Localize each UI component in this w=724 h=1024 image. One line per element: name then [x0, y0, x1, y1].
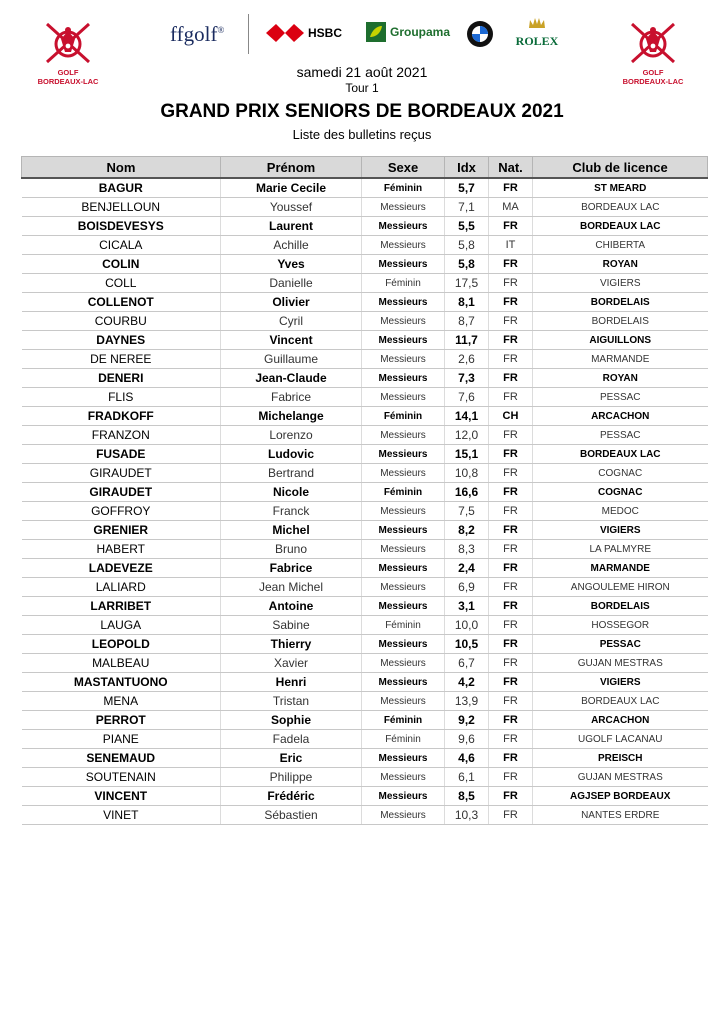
table-row: [22, 312, 708, 331]
table-row: [22, 483, 708, 502]
cell-nat: FR: [489, 255, 533, 274]
cell-idx: 9,2: [445, 711, 489, 730]
sponsor-divider: [248, 14, 249, 54]
cell-nom: SOUTENAIN: [22, 768, 221, 787]
golf-club-emblem-icon: [33, 22, 103, 68]
cell-nom: BAGUR: [22, 178, 221, 198]
column-header-idx: Idx: [445, 157, 489, 179]
cell-nat: FR: [489, 692, 533, 711]
cell-idx: 8,3: [445, 540, 489, 559]
cell-nom: FRANZON: [22, 426, 221, 445]
event-date: samedi 21 août 2021: [296, 64, 428, 80]
cell-club: COGNAC: [533, 483, 708, 502]
cell-nat: FR: [489, 293, 533, 312]
table-row: [22, 293, 708, 312]
cell-nom: COLIN: [22, 255, 221, 274]
table-header-row: [22, 157, 708, 179]
cell-idx: 15,1: [445, 445, 489, 464]
cell-prenom: Eric: [221, 749, 362, 768]
cell-sexe: Messieurs: [362, 597, 445, 616]
cell-prenom: Bertrand: [221, 464, 362, 483]
column-header-club: Club de licence: [533, 157, 708, 179]
cell-nom: BOISDEVESYS: [22, 217, 221, 236]
cell-club: ARCACHON: [533, 711, 708, 730]
cell-idx: 3,1: [445, 597, 489, 616]
cell-nat: FR: [489, 274, 533, 293]
cell-prenom: Sophie: [221, 711, 362, 730]
cell-club: AIGUILLONS: [533, 331, 708, 350]
cell-sexe: Messieurs: [362, 540, 445, 559]
cell-idx: 5,5: [445, 217, 489, 236]
cell-prenom: Lorenzo: [221, 426, 362, 445]
table-row: [22, 730, 708, 749]
cell-idx: 2,6: [445, 350, 489, 369]
cell-nat: FR: [489, 730, 533, 749]
cell-prenom: Sébastien: [221, 806, 362, 825]
cell-nat: FR: [489, 312, 533, 331]
cell-prenom: Henri: [221, 673, 362, 692]
cell-idx: 10,3: [445, 806, 489, 825]
cell-nat: CH: [489, 407, 533, 426]
cell-nom: GOFFROY: [22, 502, 221, 521]
column-header-sexe: Sexe: [362, 157, 445, 179]
cell-nom: CICALA: [22, 236, 221, 255]
cell-club: PESSAC: [533, 388, 708, 407]
cell-nom: DENERI: [22, 369, 221, 388]
table-row: [22, 445, 708, 464]
cell-sexe: Messieurs: [362, 749, 445, 768]
cell-nat: FR: [489, 787, 533, 806]
cell-sexe: Messieurs: [362, 236, 445, 255]
cell-club: GUJAN MESTRAS: [533, 654, 708, 673]
cell-idx: 4,2: [445, 673, 489, 692]
cell-nom: FUSADE: [22, 445, 221, 464]
cell-club: ARCACHON: [533, 407, 708, 426]
cell-club: PREISCH: [533, 749, 708, 768]
cell-nom: DE NEREE: [22, 350, 221, 369]
cell-nom: LADEVEZE: [22, 559, 221, 578]
table-row: [22, 711, 708, 730]
cell-nom: LAUGA: [22, 616, 221, 635]
cell-club: BORDEAUX LAC: [533, 692, 708, 711]
cell-club: ST MEARD: [533, 178, 708, 198]
cell-prenom: Vincent: [221, 331, 362, 350]
cell-nom: COLLENOT: [22, 293, 221, 312]
cell-idx: 13,9: [445, 692, 489, 711]
table-row: [22, 274, 708, 293]
cell-club: BORDEAUX LAC: [533, 198, 708, 217]
cell-club: BORDELAIS: [533, 312, 708, 331]
cell-idx: 5,8: [445, 255, 489, 274]
table-row: [22, 464, 708, 483]
cell-nat: FR: [489, 178, 533, 198]
cell-idx: 7,5: [445, 502, 489, 521]
cell-idx: 7,3: [445, 369, 489, 388]
cell-nom: MALBEAU: [22, 654, 221, 673]
cell-sexe: Messieurs: [362, 369, 445, 388]
cell-prenom: Jean-Claude: [221, 369, 362, 388]
cell-prenom: Olivier: [221, 293, 362, 312]
table-row: [22, 749, 708, 768]
table-row: [22, 521, 708, 540]
cell-idx: 12,0: [445, 426, 489, 445]
ffgolf-logo: [170, 22, 224, 47]
cell-prenom: Laurent: [221, 217, 362, 236]
event-round: Tour 1: [345, 81, 379, 95]
table-row: [22, 692, 708, 711]
table-row: [22, 198, 708, 217]
cell-nat: FR: [489, 331, 533, 350]
cell-nat: FR: [489, 445, 533, 464]
cell-sexe: Messieurs: [362, 388, 445, 407]
cell-club: HOSSEGOR: [533, 616, 708, 635]
cell-idx: 2,4: [445, 559, 489, 578]
table-row: [22, 331, 708, 350]
cell-sexe: Messieurs: [362, 350, 445, 369]
cell-nat: FR: [489, 578, 533, 597]
cell-nom: SENEMAUD: [22, 749, 221, 768]
cell-sexe: Messieurs: [362, 559, 445, 578]
cell-sexe: Messieurs: [362, 768, 445, 787]
cell-prenom: Jean Michel: [221, 578, 362, 597]
cell-nat: FR: [489, 616, 533, 635]
cell-sexe: Messieurs: [362, 521, 445, 540]
cell-club: BORDEAUX LAC: [533, 445, 708, 464]
table-body: [22, 178, 708, 825]
cell-idx: 6,7: [445, 654, 489, 673]
table-row: [22, 426, 708, 445]
table-row: [22, 616, 708, 635]
cell-club: PESSAC: [533, 426, 708, 445]
logo-line-club: BORDEAUX-LAC: [622, 77, 684, 86]
cell-prenom: Franck: [221, 502, 362, 521]
table-row: [22, 407, 708, 426]
cell-idx: 14,1: [445, 407, 489, 426]
cell-nat: FR: [489, 635, 533, 654]
groupama-logo: [366, 22, 450, 42]
cell-nat: FR: [489, 521, 533, 540]
cell-prenom: Xavier: [221, 654, 362, 673]
table-row: [22, 559, 708, 578]
groupama-wordmark: Groupama: [390, 25, 451, 39]
cell-nat: FR: [489, 654, 533, 673]
cell-prenom: Achille: [221, 236, 362, 255]
cell-club: GUJAN MESTRAS: [533, 768, 708, 787]
table-row: [22, 654, 708, 673]
cell-sexe: Messieurs: [362, 464, 445, 483]
cell-club: ROYAN: [533, 369, 708, 388]
cell-club: MEDOC: [533, 502, 708, 521]
cell-nom: VINET: [22, 806, 221, 825]
cell-nom: COURBU: [22, 312, 221, 331]
cell-idx: 5,8: [445, 236, 489, 255]
cell-club: MARMANDE: [533, 559, 708, 578]
cell-sexe: Messieurs: [362, 654, 445, 673]
rolex-logo: [512, 16, 562, 49]
cell-sexe: Messieurs: [362, 293, 445, 312]
hsbc-logo: [266, 24, 342, 42]
cell-idx: 5,7: [445, 178, 489, 198]
cell-prenom: Tristan: [221, 692, 362, 711]
cell-nat: FR: [489, 559, 533, 578]
cell-nom: BENJELLOUN: [22, 198, 221, 217]
cell-club: BORDEAUX LAC: [533, 217, 708, 236]
hsbc-hexagon-icon: [266, 24, 304, 42]
cell-idx: 6,9: [445, 578, 489, 597]
table-row: [22, 236, 708, 255]
cell-idx: 8,2: [445, 521, 489, 540]
cell-idx: 6,1: [445, 768, 489, 787]
cell-idx: 8,5: [445, 787, 489, 806]
cell-club: UGOLF LACANAU: [533, 730, 708, 749]
cell-idx: 9,6: [445, 730, 489, 749]
table-row: [22, 578, 708, 597]
cell-nat: FR: [489, 217, 533, 236]
cell-sexe: Féminin: [362, 274, 445, 293]
cell-nom: HABERT: [22, 540, 221, 559]
cell-club: VIGIERS: [533, 274, 708, 293]
cell-prenom: Yves: [221, 255, 362, 274]
cell-prenom: Cyril: [221, 312, 362, 331]
table-row: [22, 768, 708, 787]
cell-nom: FRADKOFF: [22, 407, 221, 426]
cell-club: AGJSEP BORDEAUX: [533, 787, 708, 806]
bmw-logo: [466, 20, 494, 53]
cell-prenom: Bruno: [221, 540, 362, 559]
cell-prenom: Sabine: [221, 616, 362, 635]
cell-sexe: Messieurs: [362, 578, 445, 597]
cell-sexe: Féminin: [362, 730, 445, 749]
cell-sexe: Messieurs: [362, 217, 445, 236]
cell-sexe: Messieurs: [362, 426, 445, 445]
cell-nat: FR: [489, 540, 533, 559]
cell-nat: FR: [489, 369, 533, 388]
cell-nom: PERROT: [22, 711, 221, 730]
cell-sexe: Messieurs: [362, 445, 445, 464]
cell-prenom: Nicole: [221, 483, 362, 502]
cell-prenom: Frédéric: [221, 787, 362, 806]
bmw-roundel-icon: [466, 20, 494, 48]
table-row: [22, 806, 708, 825]
cell-sexe: Messieurs: [362, 198, 445, 217]
cell-nom: GIRAUDET: [22, 464, 221, 483]
cell-idx: 17,5: [445, 274, 489, 293]
cell-nat: FR: [489, 426, 533, 445]
cell-club: LA PALMYRE: [533, 540, 708, 559]
cell-nom: COLL: [22, 274, 221, 293]
cell-nat: FR: [489, 350, 533, 369]
cell-idx: 7,1: [445, 198, 489, 217]
table-row: [22, 388, 708, 407]
cell-idx: 10,0: [445, 616, 489, 635]
cell-nat: IT: [489, 236, 533, 255]
column-header-prenom: Prénom: [221, 157, 362, 179]
cell-idx: 11,7: [445, 331, 489, 350]
cell-nat: MA: [489, 198, 533, 217]
page-subtitle: Liste des bulletins reçus: [292, 127, 432, 142]
cell-nat: FR: [489, 483, 533, 502]
cell-nom: MENA: [22, 692, 221, 711]
cell-club: VIGIERS: [533, 673, 708, 692]
cell-club: PESSAC: [533, 635, 708, 654]
cell-nat: FR: [489, 673, 533, 692]
cell-sexe: Messieurs: [362, 331, 445, 350]
table-row: [22, 540, 708, 559]
page-title: GRAND PRIX SENIORS DE BORDEAUX 2021: [160, 101, 564, 122]
cell-sexe: Messieurs: [362, 255, 445, 274]
cell-prenom: Fadela: [221, 730, 362, 749]
cell-nom: LALIARD: [22, 578, 221, 597]
cell-prenom: Michel: [221, 521, 362, 540]
cell-idx: 8,1: [445, 293, 489, 312]
table-row: [22, 635, 708, 654]
cell-nat: FR: [489, 388, 533, 407]
column-header-nom: Nom: [22, 157, 221, 179]
cell-sexe: Féminin: [362, 407, 445, 426]
table-row: [22, 787, 708, 806]
table-row: [22, 369, 708, 388]
cell-idx: 8,7: [445, 312, 489, 331]
rolex-crown-icon: [527, 16, 547, 30]
table-row: [22, 673, 708, 692]
cell-prenom: Youssef: [221, 198, 362, 217]
cell-sexe: Messieurs: [362, 635, 445, 654]
cell-idx: 16,6: [445, 483, 489, 502]
table-row: [22, 350, 708, 369]
cell-nom: DAYNES: [22, 331, 221, 350]
cell-prenom: Thierry: [221, 635, 362, 654]
cell-prenom: Ludovic: [221, 445, 362, 464]
logo-line-club: BORDEAUX-LAC: [37, 77, 99, 86]
cell-nom: LEOPOLD: [22, 635, 221, 654]
cell-club: CHIBERTA: [533, 236, 708, 255]
cell-club: COGNAC: [533, 464, 708, 483]
logo-line-golf: GOLF: [642, 68, 664, 77]
cell-prenom: Philippe: [221, 768, 362, 787]
cell-nat: FR: [489, 806, 533, 825]
cell-sexe: Messieurs: [362, 673, 445, 692]
groupama-leaf-icon: [366, 22, 386, 42]
cell-club: NANTES ERDRE: [533, 806, 708, 825]
cell-idx: 4,6: [445, 749, 489, 768]
registered-mark: ®: [217, 25, 225, 35]
cell-club: BORDELAIS: [533, 293, 708, 312]
sponsor-strip: [160, 12, 570, 58]
cell-sexe: Messieurs: [362, 806, 445, 825]
entries-table: [21, 156, 708, 825]
table-row: [22, 178, 708, 198]
hsbc-wordmark: HSBC: [308, 26, 343, 40]
golf-club-emblem-icon: [618, 22, 688, 68]
cell-nom: FLIS: [22, 388, 221, 407]
cell-club: ROYAN: [533, 255, 708, 274]
cell-club: VIGIERS: [533, 521, 708, 540]
table-row: [22, 217, 708, 236]
cell-idx: 7,6: [445, 388, 489, 407]
cell-nat: FR: [489, 502, 533, 521]
cell-nat: FR: [489, 768, 533, 787]
cell-prenom: Fabrice: [221, 559, 362, 578]
cell-club: MARMANDE: [533, 350, 708, 369]
cell-prenom: Danielle: [221, 274, 362, 293]
cell-sexe: Féminin: [362, 616, 445, 635]
cell-sexe: Féminin: [362, 178, 445, 198]
cell-club: ANGOULEME HIRON: [533, 578, 708, 597]
table-row: [22, 597, 708, 616]
cell-nom: PIANE: [22, 730, 221, 749]
column-header-nat: Nat.: [489, 157, 533, 179]
cell-nat: FR: [489, 597, 533, 616]
rolex-wordmark: ROLEX: [515, 34, 559, 48]
cell-sexe: Messieurs: [362, 502, 445, 521]
logo-line-golf: GOLF: [57, 68, 79, 77]
cell-sexe: Messieurs: [362, 692, 445, 711]
cell-prenom: Michelange: [221, 407, 362, 426]
table-row: [22, 255, 708, 274]
cell-nom: LARRIBET: [22, 597, 221, 616]
cell-nom: VINCENT: [22, 787, 221, 806]
cell-nom: GRENIER: [22, 521, 221, 540]
cell-sexe: Messieurs: [362, 787, 445, 806]
ffgolf-wordmark: ffgolf: [170, 22, 218, 46]
cell-nat: FR: [489, 749, 533, 768]
table-row: [22, 502, 708, 521]
cell-prenom: Fabrice: [221, 388, 362, 407]
cell-nom: GIRAUDET: [22, 483, 221, 502]
cell-nat: FR: [489, 464, 533, 483]
cell-idx: 10,5: [445, 635, 489, 654]
cell-club: BORDELAIS: [533, 597, 708, 616]
cell-idx: 10,8: [445, 464, 489, 483]
cell-sexe: Féminin: [362, 483, 445, 502]
cell-prenom: Antoine: [221, 597, 362, 616]
cell-sexe: Féminin: [362, 711, 445, 730]
cell-nat: FR: [489, 711, 533, 730]
cell-nom: MASTANTUONO: [22, 673, 221, 692]
cell-prenom: Guillaume: [221, 350, 362, 369]
cell-sexe: Messieurs: [362, 312, 445, 331]
cell-prenom: Marie Cecile: [221, 178, 362, 198]
